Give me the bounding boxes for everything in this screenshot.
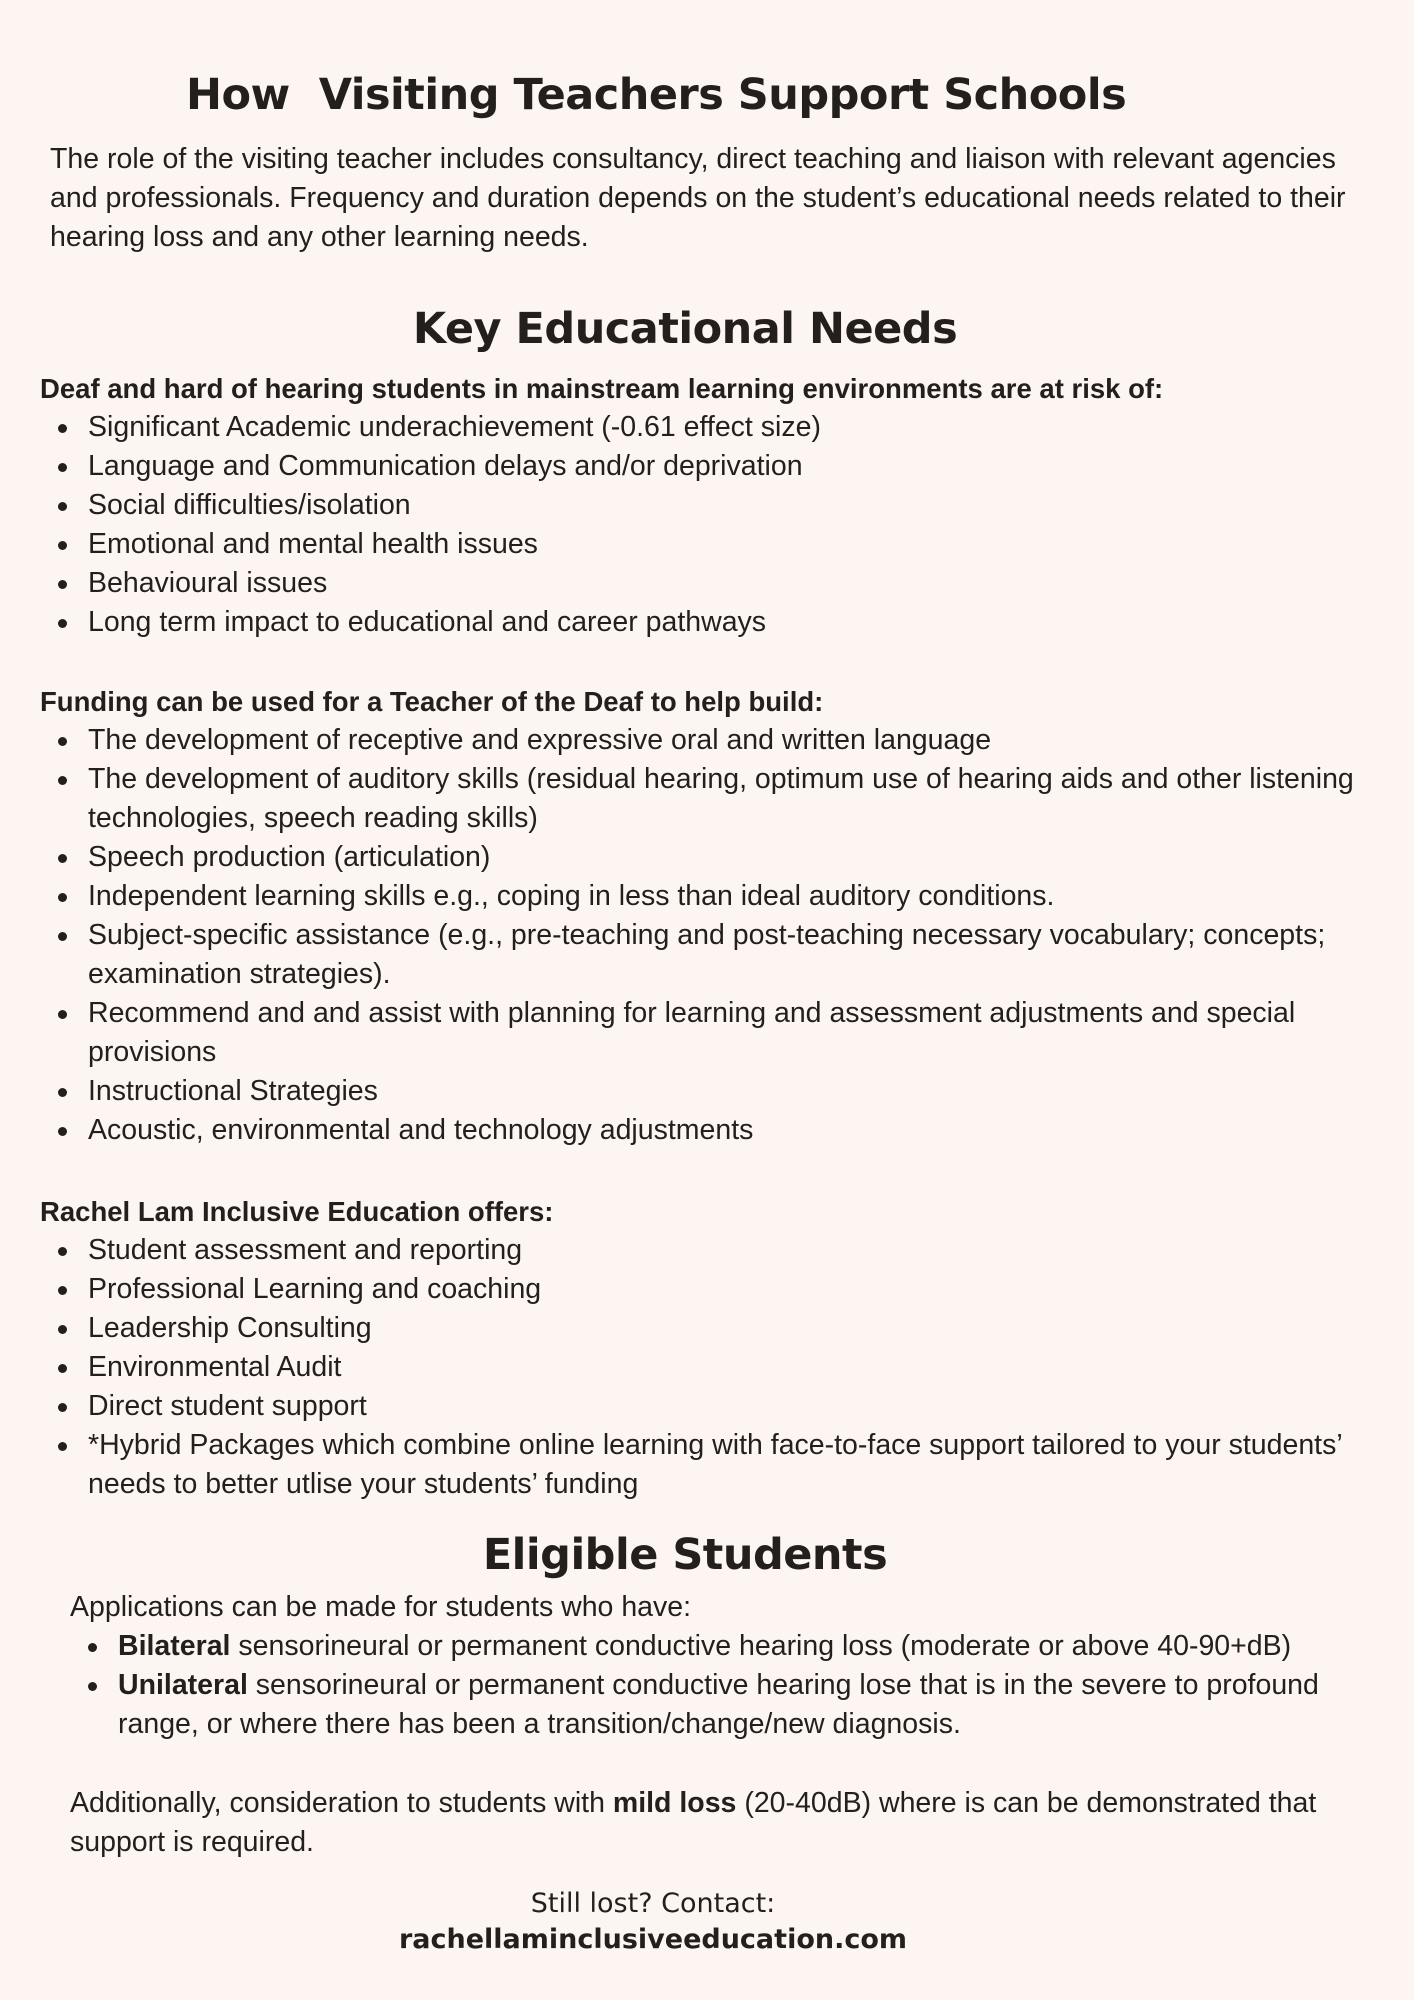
list-item: Acoustic, environmental and technology adjustments — [40, 1111, 1370, 1150]
list-item: Language and Communication delays and/or deprivation — [40, 447, 1370, 486]
additional-pre: Additionally, consideration to students with — [70, 1787, 613, 1819]
list-item: Speech production (articulation) — [40, 838, 1370, 877]
list-item: Emotional and mental health issues — [40, 525, 1370, 564]
list-item — [70, 1666, 1320, 1744]
contact-label: Still lost? Contact: — [530, 1888, 776, 1919]
key-needs-heading: Key Educational Needs — [412, 304, 958, 354]
intro-paragraph: The role of the visiting teacher includes consultancy, direct teaching and liaison with relevant agencies and professionals. Frequency and duration depends on the student’s educational needs related to their hearing loss and any other learning needs. — [50, 143, 1346, 253]
list-item: Direct student support — [40, 1387, 1370, 1426]
list-item: Behavioural issues — [40, 564, 1370, 603]
list-item: Environmental Audit — [40, 1348, 1370, 1387]
page-title: How Visiting Teachers Support Schools — [186, 70, 1127, 120]
mild-loss-term: mild loss — [612, 1787, 737, 1819]
eligible-heading: Eligible Students — [482, 1530, 888, 1580]
additional-post: (20-40dB) where is can be demonstrated that support is required. — [70, 1787, 1317, 1858]
list-item: Student assessment and reporting — [40, 1231, 1370, 1270]
list-item: Recommend and and assist with planning for learning and assessment adjustments and special provisions — [40, 994, 1370, 1072]
funding-lead: Funding can be used for a Teacher of the Deaf to help build: — [40, 686, 824, 717]
list-item: Professional Learning and coaching — [40, 1270, 1370, 1309]
contact-url[interactable]: rachellaminclusiveeducation.com — [398, 1924, 908, 1955]
list-item: The development of auditory skills (residual hearing, optimum use of hearing aids and other listening technologies, speech reading skills) — [40, 760, 1370, 838]
list-item: Instructional Strategies — [40, 1072, 1370, 1111]
list-item: Leadership Consulting — [40, 1309, 1370, 1348]
list-item: The development of receptive and expressive oral and written language — [40, 721, 1370, 760]
eligible-list — [70, 1627, 1320, 1744]
contact-block — [0, 1886, 1306, 1958]
list-item: Social difficulties/isolation — [40, 486, 1370, 525]
list-item: Subject-specific assistance (e.g., pre-teaching and post-teaching necessary vocabulary; concepts; examination strategies). — [40, 916, 1370, 994]
additional-note — [70, 1784, 1330, 1862]
bilateral-term: Bilateral — [118, 1630, 231, 1662]
list-item: Significant Academic underachievement (-0.61 effect size) — [40, 408, 1370, 447]
risk-list — [40, 408, 1370, 642]
funding-list — [40, 721, 1370, 1150]
list-item: *Hybrid Packages which combine online learning with face-to-face support tailored to your students’ needs to better utlise your students’ funding — [40, 1426, 1370, 1504]
list-item: Long term impact to educational and career pathways — [40, 603, 1370, 642]
list-item — [70, 1627, 1320, 1666]
eligible-intro: Applications can be made for students who have: — [70, 1591, 692, 1623]
offers-lead: Rachel Lam Inclusive Education offers: — [40, 1196, 554, 1227]
list-item: Independent learning skills e.g., coping in less than ideal auditory conditions. — [40, 877, 1370, 916]
unilateral-text: sensorineural or permanent conductive hearing lose that is in the severe to profound range, or where there has been a transition/change/new diagnosis. — [118, 1669, 1319, 1740]
bilateral-text: sensorineural or permanent conductive hearing loss (moderate or above 40-90+dB) — [230, 1630, 1292, 1662]
offers-list — [40, 1231, 1370, 1504]
risk-lead: Deaf and hard of hearing students in mainstream learning environments are at risk of: — [40, 373, 1164, 404]
unilateral-term: Unilateral — [118, 1669, 248, 1701]
